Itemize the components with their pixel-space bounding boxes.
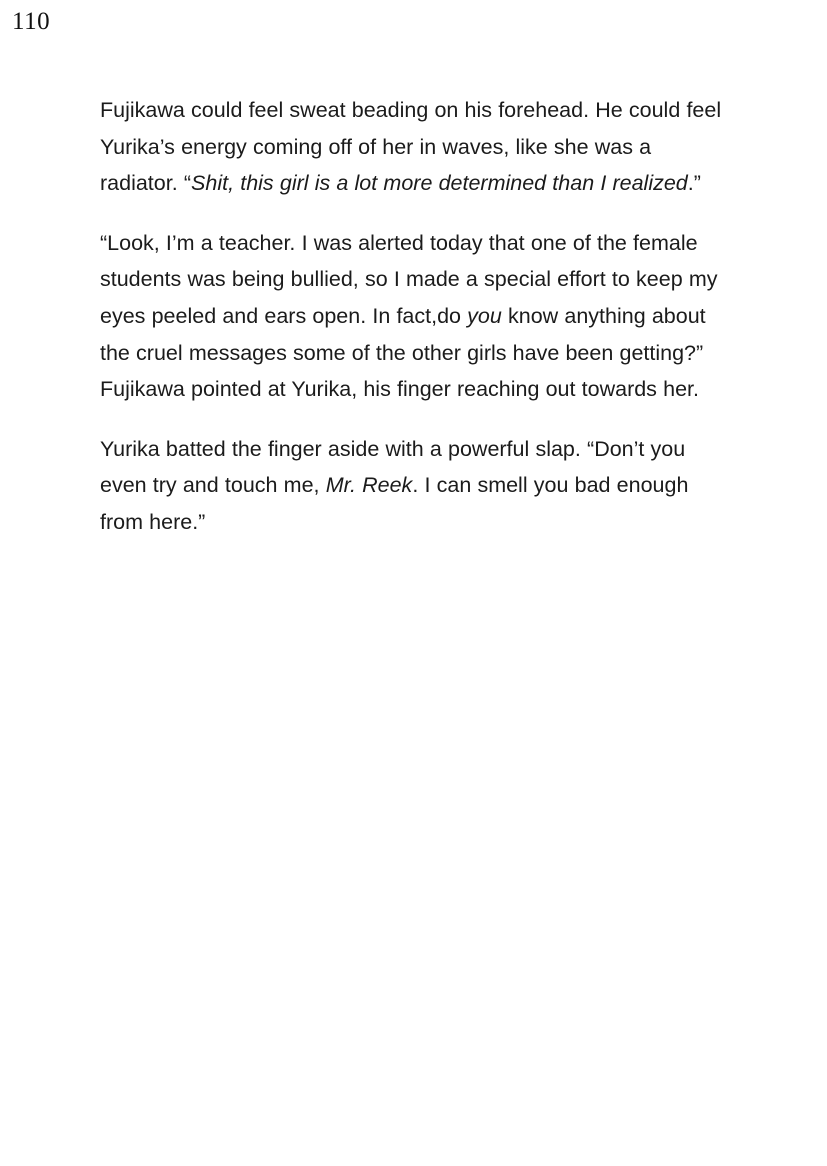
text-run: Yurika batted the finger aside with a powerful slap. “Don’t you even try and touch me, (100, 436, 686, 498)
page-body-text (100, 92, 725, 541)
text-run: “Look, I’m a teacher. I was alerted today that one of the female students was being bullied, so I made a special effort to keep my eyes peeled and ears open. In fact,do (100, 230, 718, 328)
italic-run: Shit, this girl is a lot more determined than I realized (191, 171, 688, 196)
paragraph (100, 92, 725, 202)
paragraph (100, 225, 725, 408)
page-number: 110 (12, 8, 51, 35)
paragraph (100, 431, 725, 541)
italic-run: you (467, 303, 502, 328)
italic-run: Mr. Reek (325, 473, 413, 498)
text-run: . I can smell you bad enough from here.” (100, 473, 689, 534)
text-run: Fujikawa could feel sweat beading on his forehead. He could feel Yurika’s energy coming off of her in waves, like she was a radiator. “ (100, 98, 722, 196)
text-run: know anything about the cruel messages some of the other girls have been getting?” Fujikawa pointed at Yurika, his finger reaching out towards her. (100, 303, 706, 402)
text-run: .” (687, 171, 701, 196)
